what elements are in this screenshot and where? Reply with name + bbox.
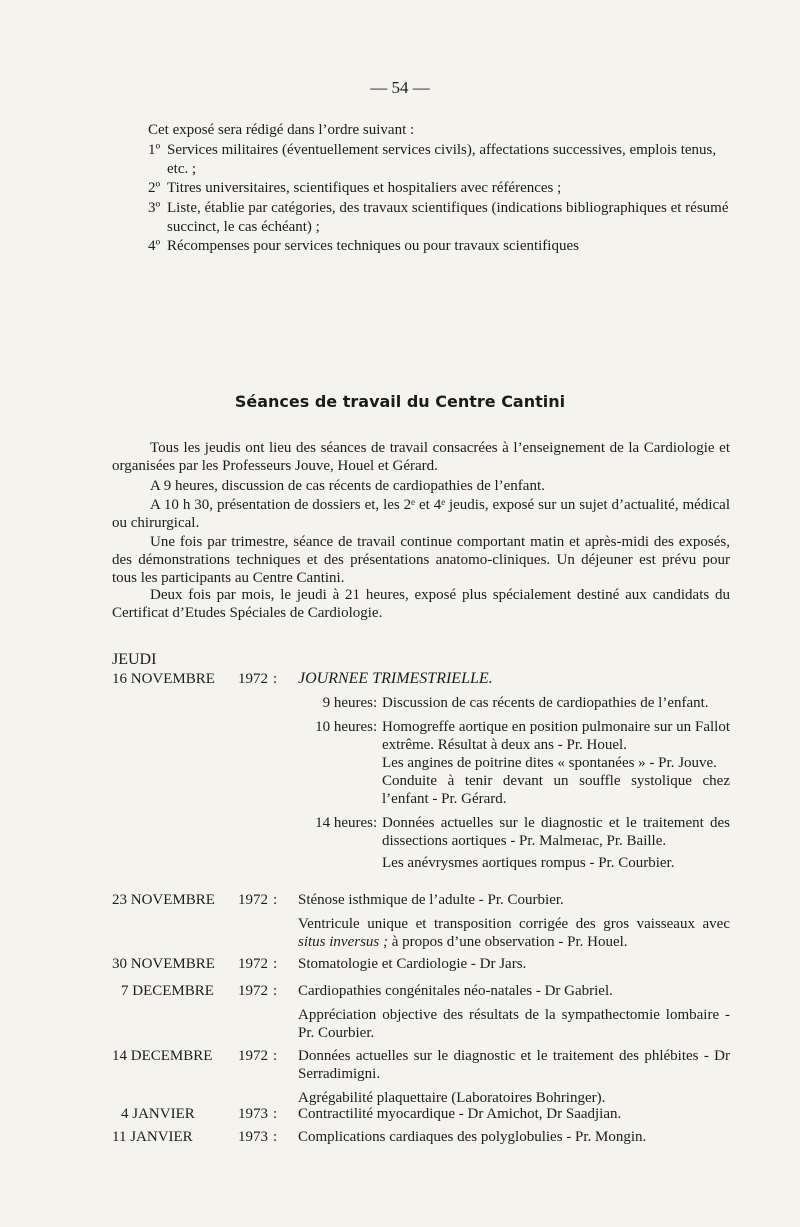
schedule-entry: Sténose isthmique de l’adulte - Pr. Courbier. <box>298 892 564 908</box>
schedule-entry: Complications cardiaques des polyglobulies - Pr. Mongin. <box>298 1129 647 1145</box>
list-number: 3º <box>148 200 161 216</box>
schedule-day: 14 DECEMBRE <box>112 1048 213 1064</box>
intro-text: Cet exposé sera rédigé dans l’ordre suivant : <box>148 122 415 138</box>
paragraph: Deux fois par mois, le jeudi à 21 heures, exposé plus spécialement destiné aux candidats du Certificat d’Etudes Spéciales de Cardiologie. <box>112 587 730 621</box>
list-text: Récompenses pour services techniques ou pour travaux scientifiques <box>167 238 579 254</box>
list-item <box>148 199 738 237</box>
schedule-content <box>298 1128 730 1152</box>
time-colon: : <box>373 815 378 831</box>
schedule-entry: Données actuelles sur le diagnostic et le traitement des dissections aortiques - Pr. Malmeɪac, Pr. Baille. <box>382 815 730 849</box>
paragraph: Une fois par trimestre, séance de travail continue comportant matin et après-midi des exposés, des démonstrations techniques et des présentations anatomo-cliniques. Un déjeuner est prévu pour tous les participants au Centre Cantini. <box>112 534 730 586</box>
schedule-year: 1973 <box>238 1129 268 1145</box>
schedule-colon: : <box>273 671 278 687</box>
schedule-content <box>298 982 730 1048</box>
schedule-day: 11 JANVIER <box>112 1129 193 1145</box>
schedule-day: 7 DECEMBRE <box>121 983 214 999</box>
schedule-content <box>298 1047 730 1113</box>
schedule-entry: Les anévrysmes aortiques rompus - Pr. Courbier. <box>382 855 675 871</box>
list-item <box>148 141 738 179</box>
schedule-content <box>298 891 730 957</box>
schedule-entry: Homogreffe aortique en position pulmonaire sur un Fallot extrême. Résultat à deux ans - Pr. Houel. <box>382 719 730 753</box>
schedule-entry: Cardiopathies congénitales néo-natales - Dr Gabriel. <box>298 983 613 999</box>
entry-italic: situs inversus ; <box>298 934 388 950</box>
list-text: Services militaires (éventuellement services civils), affectations successives, emplois tenus, etc. ; <box>167 142 717 177</box>
schedule-entry: Conduite à tenir devant un souffle systolique chez l’enfant - Pr. Gérard. <box>382 773 730 807</box>
time-label: 9 heures <box>322 695 373 711</box>
schedule-content <box>298 1105 730 1129</box>
time-block <box>298 694 730 712</box>
schedule-title: JOURNEE TRIMESTRIELLE. <box>298 670 493 687</box>
schedule-entry: Appréciation objective des résultats de la sympathectomie lombaire - Pr. Courbier. <box>298 1007 730 1041</box>
list-number: 2º <box>148 180 161 196</box>
schedule-year: 1972 <box>238 956 268 972</box>
schedule-entry: Les angines de poitrine dites « spontanées » - Pr. Jouve. <box>382 755 717 771</box>
section-heading: Séances de travail du Centre Cantini <box>234 392 566 411</box>
time-label: 10 heures <box>315 719 373 735</box>
list-number: 4º <box>148 238 161 254</box>
schedule-entry: Contractilité myocardique - Dr Amichot, Dr Saadjian. <box>298 1106 622 1122</box>
list-number: 1º <box>148 142 161 158</box>
schedule-colon: : <box>273 1048 278 1064</box>
paragraph: A 9 heures, discussion de cas récents de cardiopathies de l’enfant. <box>150 478 545 494</box>
list-item <box>148 179 738 198</box>
page-number: — 54 — <box>370 78 430 97</box>
schedule-entry: Agrégabilité plaquettaire (Laboratoires Bohringer). <box>298 1090 606 1106</box>
schedule-day: 4 JANVIER <box>121 1106 195 1122</box>
entry-text: Ventricule unique et transposition corrigée des gros vaisseaux avec <box>298 916 730 932</box>
schedule-entry <box>298 915 730 951</box>
list-text: Titres universitaires, scientifiques et hospitaliers avec références ; <box>167 180 562 196</box>
schedule-day: 23 NOVEMBRE <box>112 892 215 908</box>
list-text: Liste, établie par catégories, des travaux scientifiques (indications bibliographiques et résumé succinct, le cas échéant) ; <box>167 200 729 235</box>
schedule-colon: : <box>273 983 278 999</box>
schedule-day: 30 NOVEMBRE <box>112 956 215 972</box>
schedule-content <box>298 955 730 979</box>
time-block <box>298 718 730 808</box>
paragraph: Tous les jeudis ont lieu des séances de travail consacrées à l’enseignement de la Cardiologie et organisées par les Professeurs Jouve, Houel et Gérard. <box>112 440 730 474</box>
schedule-year: 1972 <box>238 1048 268 1064</box>
schedule-year: 1972 <box>238 892 268 908</box>
jeudi-label: JEUDI <box>112 651 157 668</box>
time-colon: : <box>373 719 378 735</box>
list-item <box>148 237 738 256</box>
schedule-colon: : <box>273 892 278 908</box>
schedule-colon: : <box>273 956 278 972</box>
schedule-colon: : <box>273 1106 278 1122</box>
schedule-year: 1973 <box>238 1106 268 1122</box>
schedule-day: 16 NOVEMBRE <box>112 671 215 687</box>
time-block <box>298 814 730 872</box>
schedule-entry: Discussion de cas récents de cardiopathies de l’enfant. <box>382 695 709 711</box>
schedule-year: 1972 <box>238 983 268 999</box>
schedule-year: 1972 <box>238 671 268 687</box>
schedule-colon: : <box>273 1129 278 1145</box>
schedule-entry: Données actuelles sur le diagnostic et le traitement des phlébites - Dr Serradimigni. <box>298 1048 730 1082</box>
schedule-content <box>298 670 730 878</box>
time-label: 14 heures <box>315 815 373 831</box>
schedule-entry: Stomatologie et Cardiologie - Dr Jars. <box>298 956 527 972</box>
entry-text: à propos d’une observation - Pr. Houel. <box>388 934 628 950</box>
time-colon: : <box>373 695 378 711</box>
paragraph: A 10 h 30, présentation de dossiers et, les 2ᵉ et 4ᵉ jeudis, exposé sur un sujet d’actualité, médical ou chirurgical. <box>112 497 730 531</box>
